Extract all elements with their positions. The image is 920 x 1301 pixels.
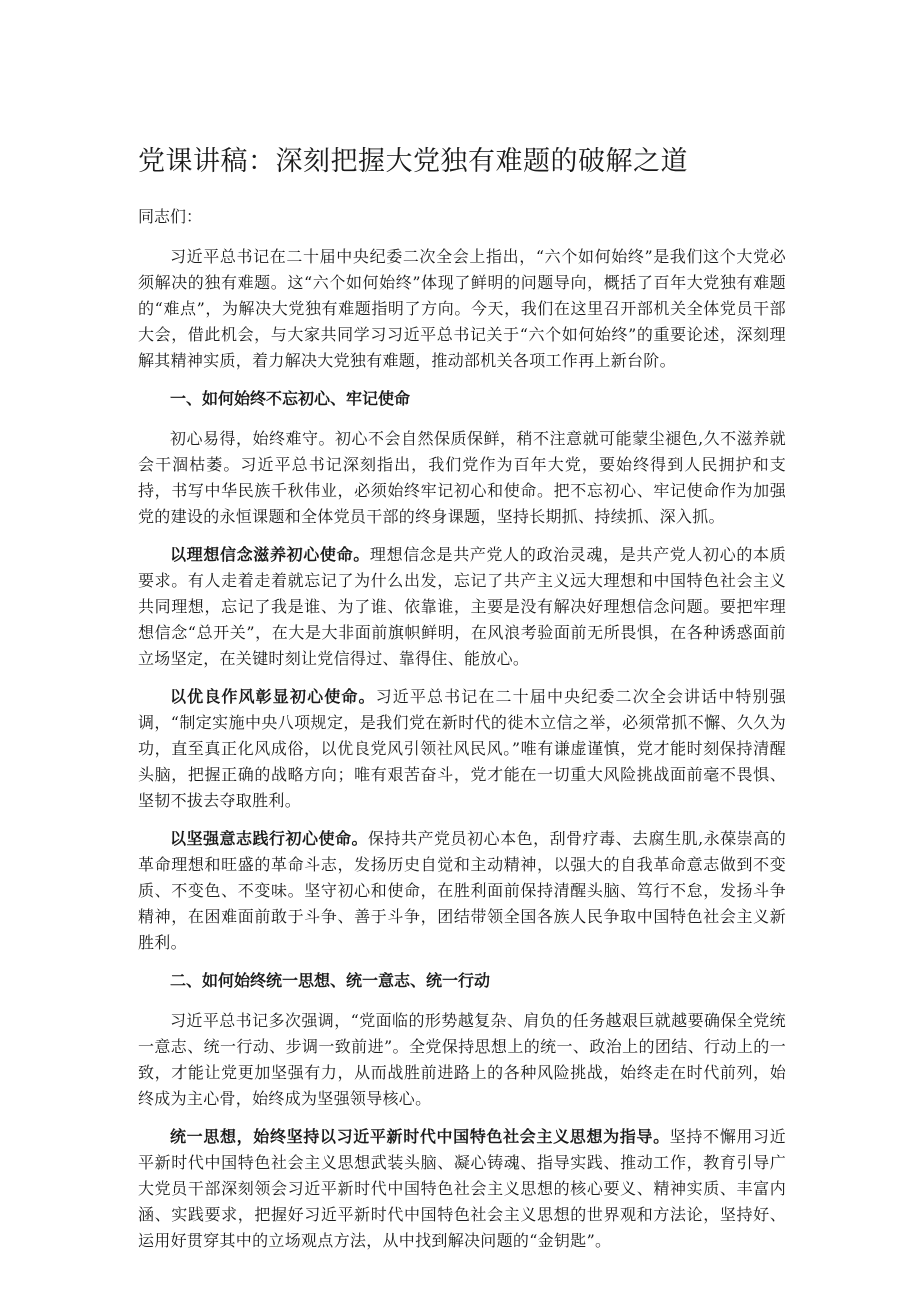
section-1-heading: 一、如何始终不忘初心、牢记使命 xyxy=(170,389,411,408)
point-lead: 以坚强意志践行初心使命。 xyxy=(170,829,369,848)
section-1-intro: 初心易得，始终难守。初心不会自然保质保鲜，稍不注意就可能蒙尘褪色,久不滋养就会干涸枯萎。习近平总书记深刻指出，我们党作为百年大党，要始终得到人民拥护和支持，书写中华民族千秋伟业，必须始终牢记初心和使命。把不忘初心、牢记使命作为加强党的建设的永恒课题和全体党员干部的终身课题，坚持长期抓、持续抓、深入抓。 xyxy=(138,429,786,526)
point-lead: 统一思想，始终坚持以习近平新时代中国特色社会主义思想为指导。 xyxy=(170,1127,670,1146)
salutation: 同志们： xyxy=(138,207,203,226)
document-title: 党课讲稿：深刻把握大党独有难题的破解之道 xyxy=(138,146,688,177)
point-text: 坚持不懈用习近平新时代中国特色社会主义思想武装头脑、凝心铸魂、指导实践、推动工作，教育引导广大党员干部深刻领会习近平新时代中国特色社会主义思想的核心要义、精神实质、丰富内涵、实践要求，把握好习近平新时代中国特色社会主义思想的世界观和方法论，坚持好、运用好贯穿其中的立场观点方法，从中找到解决问题的“金钥匙”。 xyxy=(138,1127,786,1250)
section-2-intro: 习近平总书记多次强调，“党面临的形势越复杂、肩负的任务越艰巨就越要确保全党统一意志、统一行动、步调一致前进”。全党保持思想上的统一、政治上的团结、行动上的一致，才能让党更加坚强有力，从而战胜前进路上的各种风险挑战，始终走在时代前列，始终成为主心骨，始终成为坚强领导核心。 xyxy=(138,1011,786,1108)
section-1-point-3 xyxy=(138,826,786,956)
point-text: 习近平总书记在二十届中央纪委二次全会讲话中特别强调，“制定实施中央八项规定，是我们党在新时代的徙木立信之举，必须常抓不懈、久久为功，直至真正化风成俗，以优良党风引领社风民风。”唯有谦虚谨慎，党才能时刻保持清醒头脑，把握正确的战略方向；唯有艰苦奋斗，党才能在一切重大风险挑战面前毫不畏惧、坚韧不拔去夺取胜利。 xyxy=(138,687,786,810)
document-page xyxy=(138,140,786,1266)
point-text: 理想信念是共产党人的政治灵魂，是共产党人初心的本质要求。有人走着走着就忘记了为什么出发，忘记了共产主义远大理想和中国特色社会主义共同理想，忘记了我是谁、为了谁、依靠谁，主要是没有解决好理想信念问题。要把牢理想信念“总开关”，在大是大非面前旗帜鲜明，在风浪考验面前无所畏惧，在各种诱惑面前立场坚定，在关键时刻让党信得过、靠得住、能放心。 xyxy=(138,545,786,668)
section-2-heading: 二、如何始终统一思想、统一意志、统一行动 xyxy=(170,971,491,990)
point-lead: 以理想信念滋养初心使命。 xyxy=(170,545,370,564)
section-1-point-1 xyxy=(138,542,786,672)
section-1-point-2 xyxy=(138,684,786,814)
section-2-point-1 xyxy=(138,1124,786,1254)
intro-paragraph: 习近平总书记在二十届中央纪委二次全会上指出，“六个如何始终”是我们这个大党必须解决的独有难题。这“六个如何始终”体现了鲜明的问题导向，概括了百年大党独有难题的“难点”，为解决大党独有难题指明了方向。今天，我们在这里召开部机关全体党员干部大会，借此机会，与大家共同学习习近平总书记关于“六个如何始终”的重要论述，深刻理解其精神实质，着力解决大党独有难题，推动部机关各项工作再上新台阶。 xyxy=(138,247,786,370)
point-text: 保持共产党员初心本色，刮骨疗毒、去腐生肌,永葆崇高的革命理想和旺盛的革命斗志，发扬历史自觉和主动精神，以强大的自我革命意志做到不变质、不变色、不变味。坚守初心和使命，在胜利面前保持清醒头脑、笃行不怠，发扬斗争精神，在困难面前敢于斗争、善于斗争，团结带领全国各族人民争取中国特色社会主义新胜利。 xyxy=(138,829,787,952)
point-lead: 以优良作风彰显初心使命。 xyxy=(170,687,376,706)
